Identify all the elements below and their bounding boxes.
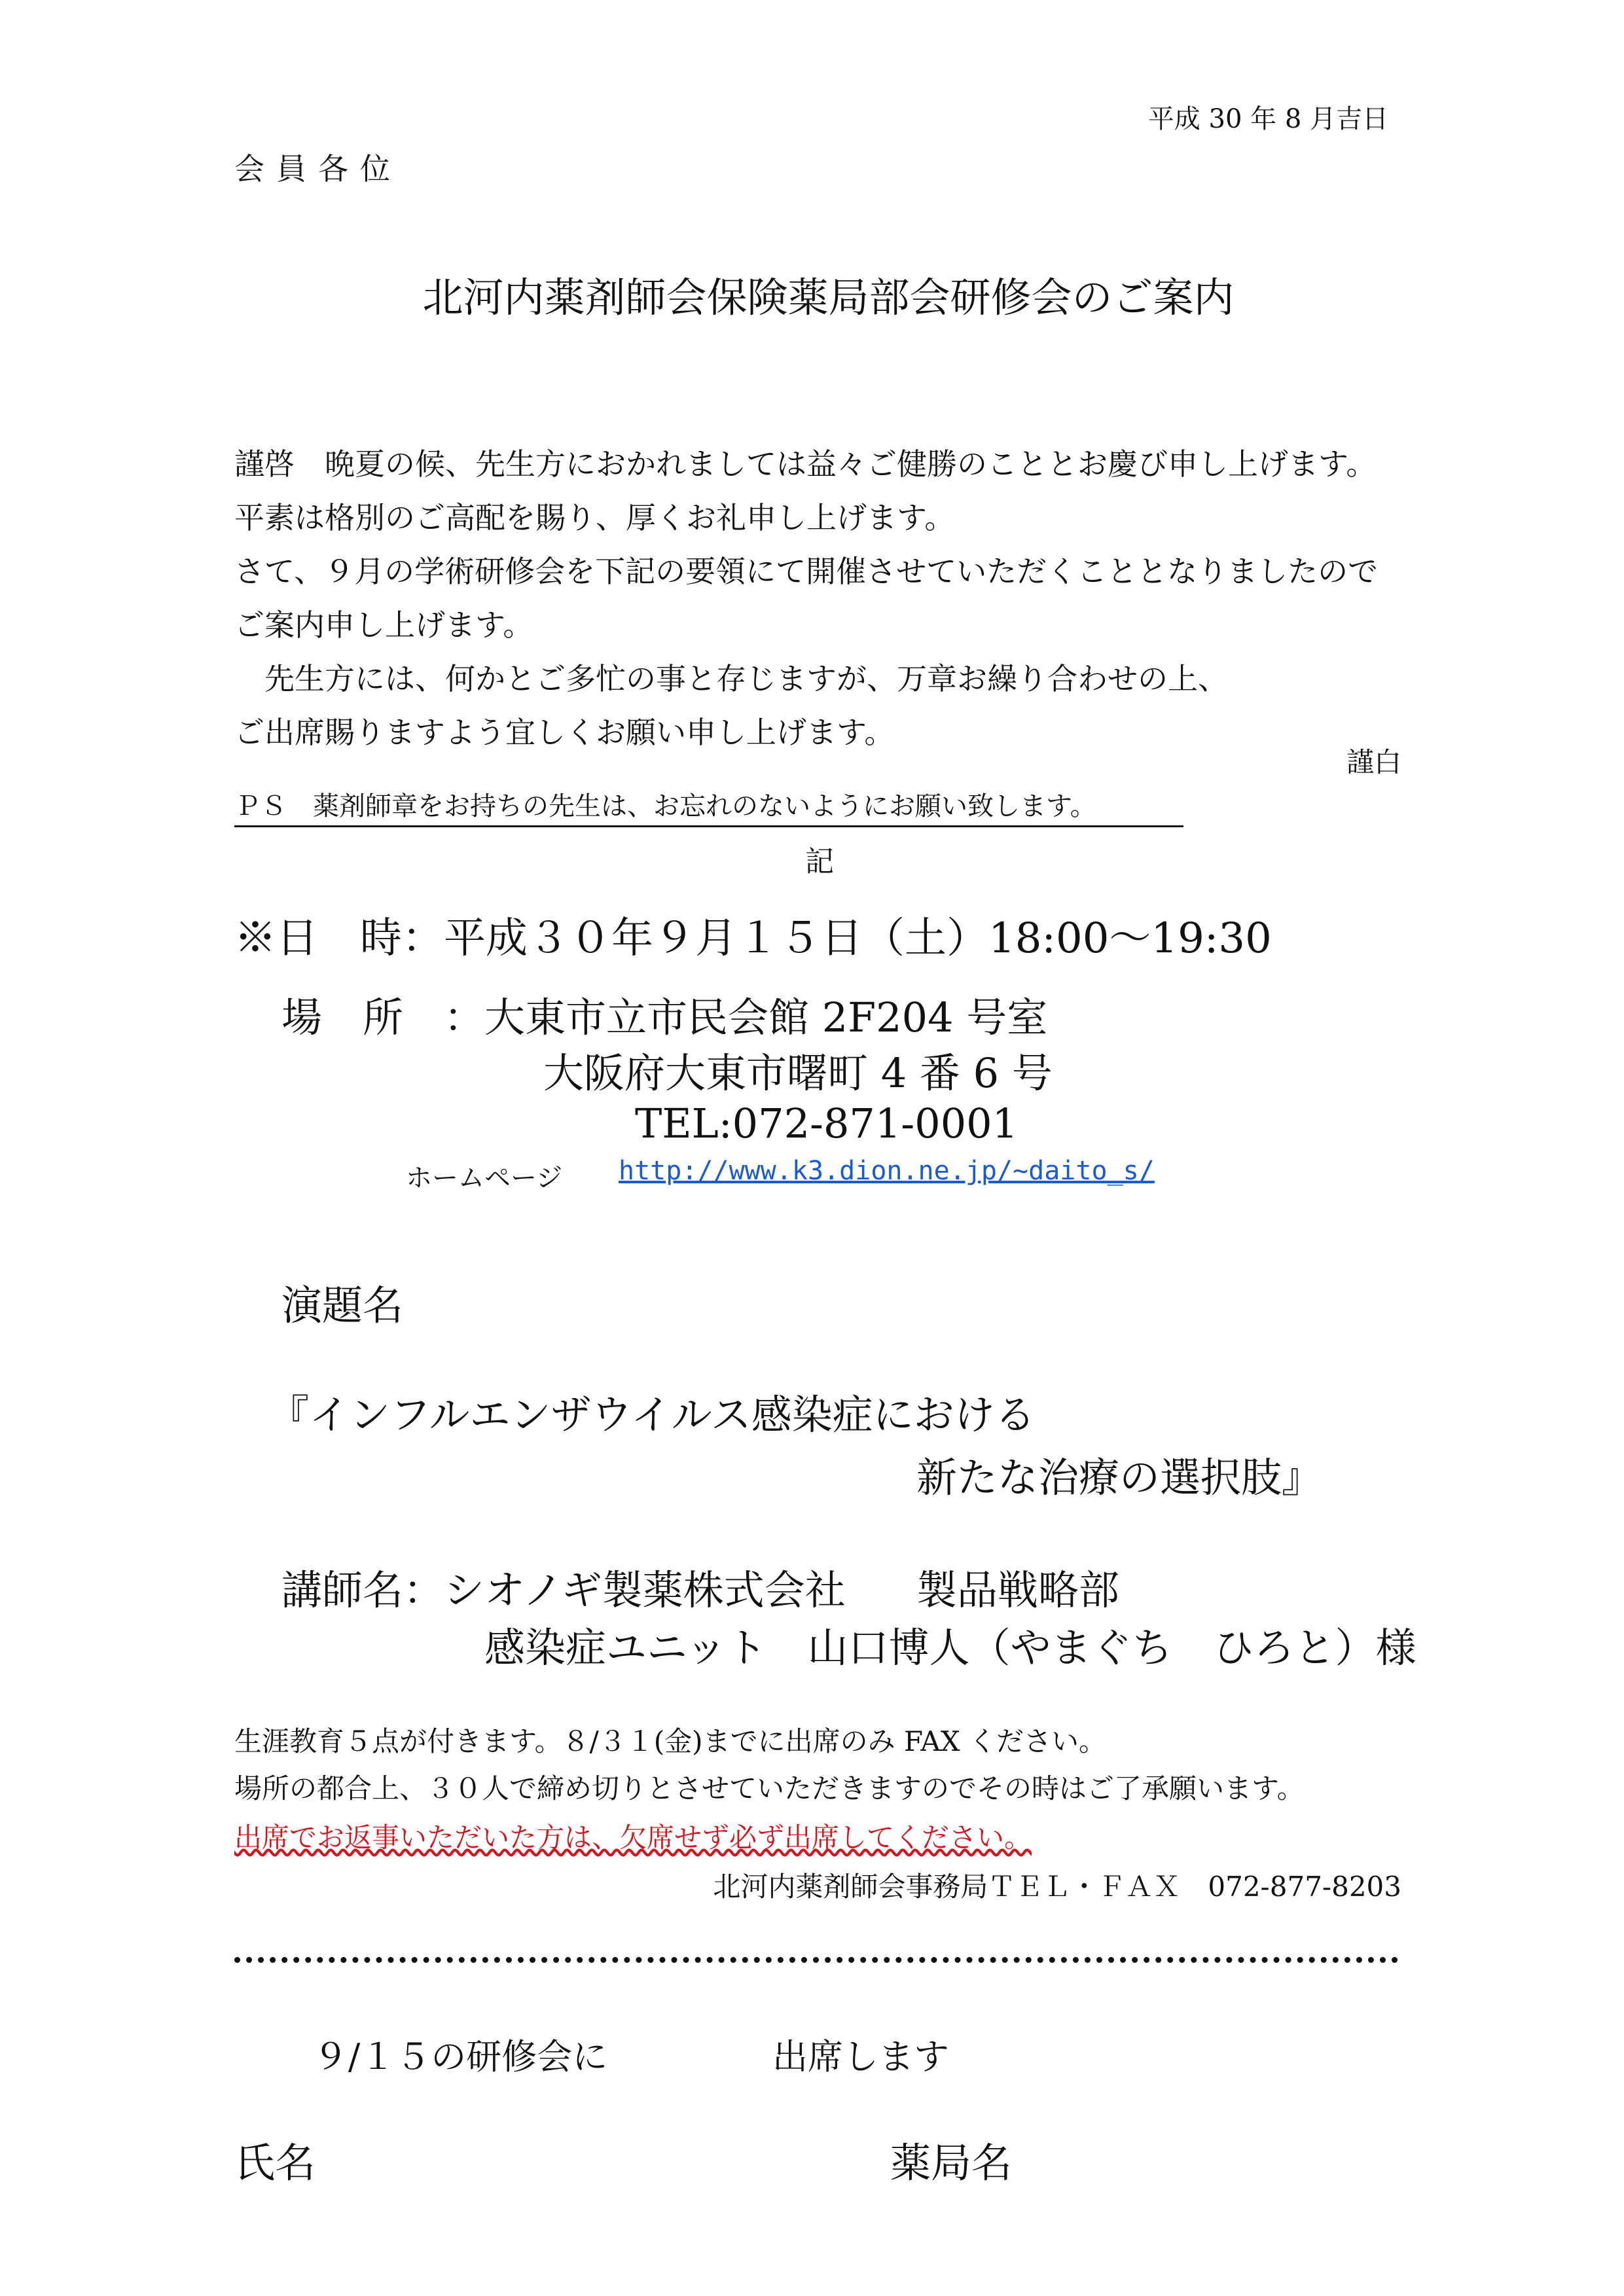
pharmacy-field-label: 薬局名 <box>890 2139 1013 2187</box>
ps-note: ＰＳ 薬剤師章をお持ちの先生は、お忘れのないようにお願い致します。 <box>234 785 1183 827</box>
event-address: 大阪府大東市曙町 4 番 6 号 <box>543 1049 1053 1097</box>
event-datetime: ※日 時：平成３０年９月１５日（土）18:00～19:30 <box>234 914 1272 963</box>
office-contact: 北河内薬剤師会事務局ＴＥＬ・ＦＡＸ 072-877-8203 <box>713 1871 1401 1903</box>
reply-question: ９/１５の研修会に <box>313 2036 608 2077</box>
letter-paragraph: 謹啓 晩夏の候、先生方におかれましては益々ご健勝のこととお慶び申し上げます。平素は格別のご高配を賜り、厚くお礼申し上げます。 <box>234 446 1377 535</box>
document-date: 平成 30 年 8 月吉日 <box>1147 104 1388 134</box>
document-title: 北河内薬剤師会保険薬局部会研修会のご案内 <box>422 274 1235 321</box>
homepage-link[interactable]: http://www.k3.dion.ne.jp/~daito_s/ <box>619 1156 1155 1186</box>
letter-paragraph: さて、９月の学術研修会を下記の要領にて開催させていただくこととなりましたのでご案内申し上げます。 <box>234 554 1379 643</box>
lecturer-company: 講師名：シオノギ製薬株式会社 <box>281 1566 846 1614</box>
event-place: 場 所 ：大東市立市民会館 2F204 号室 <box>281 994 1048 1041</box>
name-field-label: 氏名 <box>234 2139 316 2187</box>
letter-paragraph: 先生方には、何かとご多忙の事と存じますが、万章お繰り合わせの上、 <box>234 661 1228 696</box>
cut-line-divider <box>234 1957 1398 1963</box>
topic-line-2: 新たな治療の選択肢』 <box>916 1454 1323 1501</box>
letter-body <box>234 437 1406 759</box>
lecturer-name: 感染症ユニット 山口博人（やまぐち ひろと）様 <box>484 1624 1416 1672</box>
greeting: 会員各位 <box>234 151 402 187</box>
ki-heading: 記 <box>805 845 834 878</box>
reply-answer: 出席します <box>772 2036 949 2077</box>
event-tel: TEL:072-871-0001 <box>635 1100 1019 1147</box>
note-capacity: 場所の都合上、３０人で締め切りとさせていただきますのでその時はご了承願います。 <box>234 1772 1305 1804</box>
lecturer-department: 製品戦略部 <box>916 1566 1120 1614</box>
note-attendance-warning: 出席でお返事いただいた方は、欠席せず必ず出席してください。 <box>234 1821 1032 1854</box>
note-credits: 生涯教育５点が付きます。８/３１(金)までに出席のみ FAX ください。 <box>234 1725 1106 1757</box>
homepage-label: ホームページ <box>406 1163 563 1193</box>
letter-paragraph: ご出席賜りますよう宜しくお願い申し上げます。 <box>234 715 895 750</box>
topic-label: 演題名 <box>281 1282 404 1329</box>
topic-line-1: 『インフルエンザウイルス感染症における <box>268 1391 1036 1439</box>
closing: 謹白 <box>1346 746 1401 778</box>
